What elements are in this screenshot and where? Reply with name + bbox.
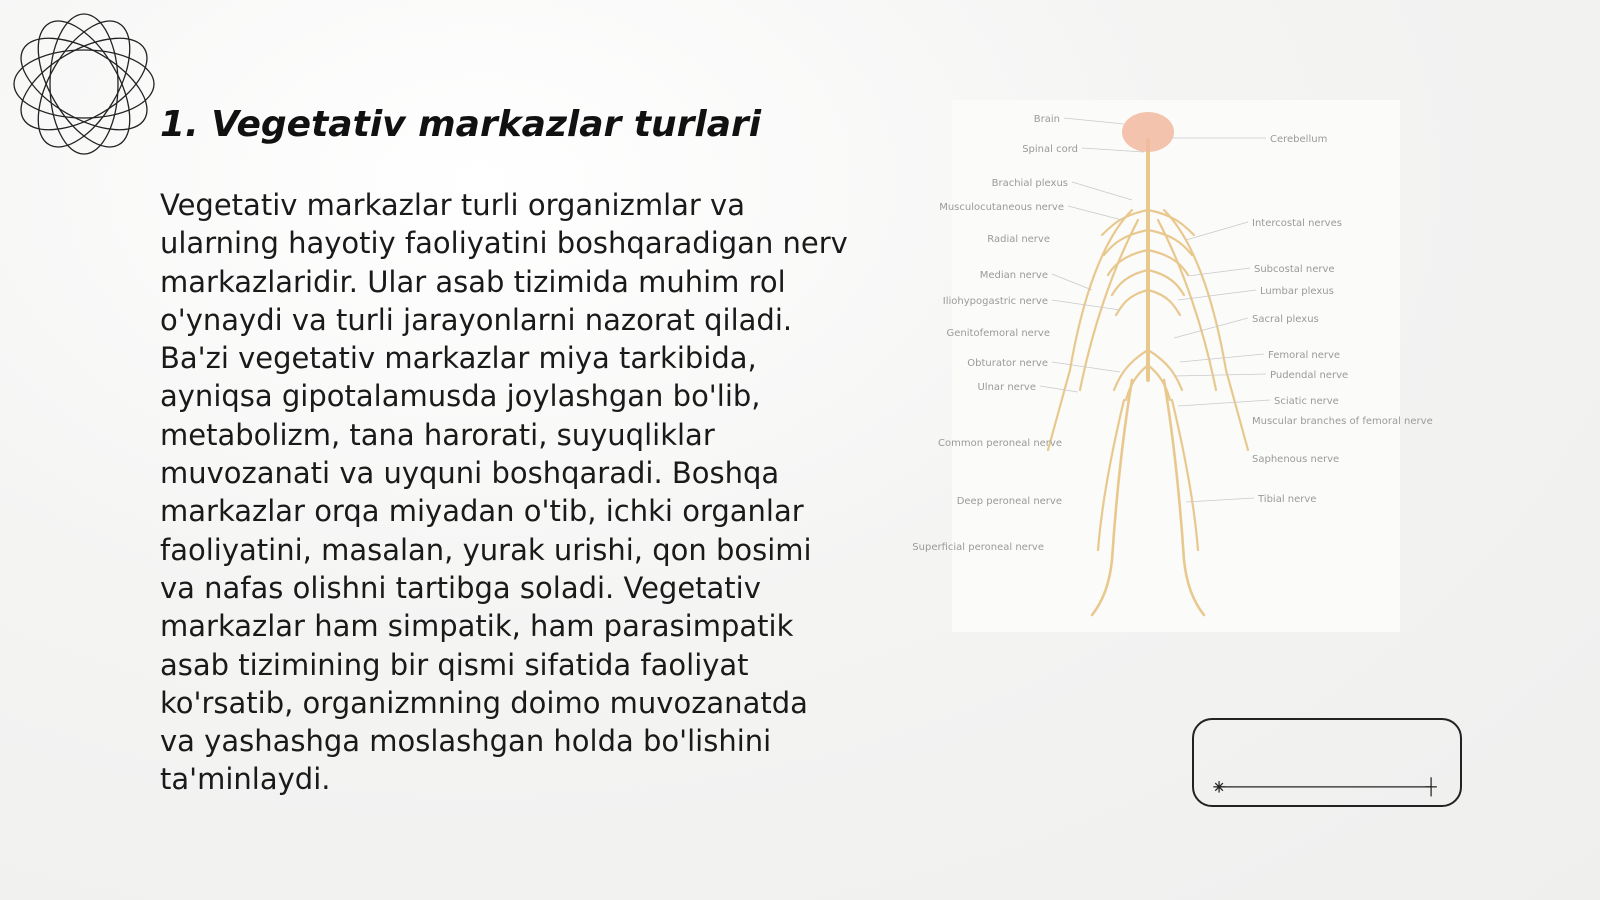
label-lumbar-plexus: Lumbar plexus bbox=[1260, 286, 1334, 297]
label-intercostal: Intercostal nerves bbox=[1252, 218, 1342, 229]
label-median: Median nerve bbox=[979, 270, 1048, 281]
label-obturator: Obturator nerve bbox=[967, 358, 1048, 369]
label-cerebellum: Cerebellum bbox=[1270, 134, 1328, 145]
label-sciatic: Sciatic nerve bbox=[1274, 396, 1339, 407]
label-saphenous: Saphenous nerve bbox=[1252, 454, 1340, 465]
slide-title: 1. Vegetativ markazlar turlari bbox=[160, 104, 762, 145]
label-genitofemoral: Genitofemoral nerve bbox=[946, 328, 1050, 339]
label-brachial-plexus: Brachial plexus bbox=[991, 178, 1068, 189]
label-ulnar: Ulnar nerve bbox=[977, 382, 1036, 393]
label-brain: Brain bbox=[1033, 114, 1060, 125]
label-common-peroneal: Common peroneal nerve bbox=[938, 438, 1062, 449]
label-spinal-cord: Spinal cord bbox=[1022, 144, 1078, 155]
label-superficial-peroneal: Superficial peroneal nerve bbox=[912, 542, 1044, 553]
label-iliohypogastric: Iliohypogastric nerve bbox=[942, 296, 1048, 307]
nervous-system-figure bbox=[912, 100, 1433, 632]
label-musculocutaneous: Musculocutaneous nerve bbox=[939, 202, 1064, 213]
slide-paragraph: Vegetativ markazlar turli organizmlar va ularning hayotiy faoliyatini boshqaradigan nerv markazlaridir. Ular asab tizimida muhim rol o'ynaydi va turli jarayonlarni nazorat qiladi. Ba'zi vegetativ markazlar miya tarkibida, ayniqsa gipotalamusda joylashgan bo'lib, metabolizm, tana harorati, suyuqliklar muvozanati va uyquni boshqaradi. Boshqa markazlar orqa miyadan o'tib, ichki organlar faoliyatini, masalan, yurak urishi, qon bosimi va nafas olishni tartibga soladi. Vegetativ markazlar ham simpatik, ham parasimpatik asab tizimining bir qismi sifatida faoliyat ko'rsatib, organizmning doimo muvozanatda va yashashga moslashgan holda bo'lishini ta'minlaydi. bbox=[160, 188, 848, 797]
brain-shape bbox=[1122, 112, 1174, 152]
label-tibial: Tibial nerve bbox=[1258, 494, 1317, 505]
decorative-rings-icon bbox=[10, 10, 158, 158]
decorative-line-icon bbox=[1194, 720, 1460, 805]
label-pudendal: Pudendal nerve bbox=[1270, 370, 1349, 381]
nervous-system-diagram bbox=[912, 100, 1433, 632]
label-subcostal: Subcostal nerve bbox=[1254, 264, 1335, 275]
label-sacral-plexus: Sacral plexus bbox=[1252, 314, 1319, 325]
label-muscular-branches: Muscular branches of femoral nerve bbox=[1252, 416, 1433, 427]
label-deep-peroneal: Deep peroneal nerve bbox=[956, 496, 1062, 507]
decorative-frame bbox=[1192, 718, 1462, 807]
label-radial: Radial nerve bbox=[987, 234, 1050, 245]
label-femoral: Femoral nerve bbox=[1268, 350, 1341, 361]
